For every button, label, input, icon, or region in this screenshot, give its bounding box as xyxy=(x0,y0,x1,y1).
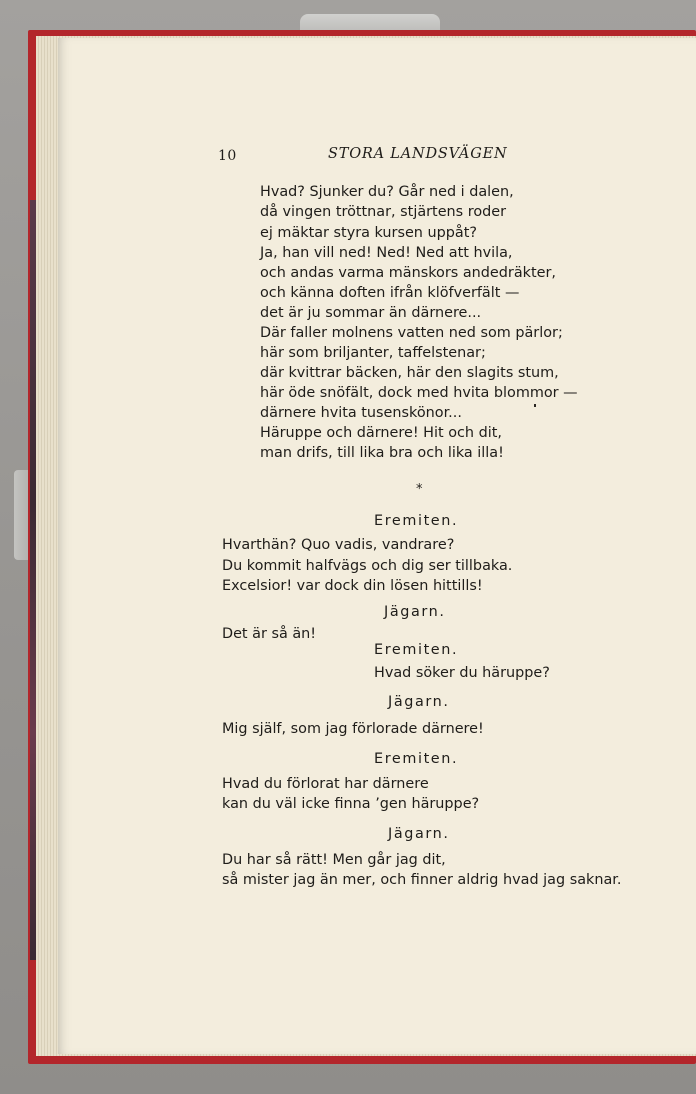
speaker-eremiten: Eremiten. xyxy=(374,642,459,658)
speaker-jagarn: Jägarn. xyxy=(388,826,450,842)
poem-line: Där faller molnens vatten ned som pärlor; xyxy=(260,325,563,341)
dialogue-line: så mister jag än mer, och finner aldrig hvad jag saknar. xyxy=(222,872,622,888)
speaker-eremiten: Eremiten. xyxy=(374,751,459,767)
poem-line: här som briljanter, taffelstenar; xyxy=(260,345,486,361)
poem-line: då vingen tröttnar, stjärtens roder xyxy=(260,204,507,220)
poem-line: man drifs, till lika bra och lika illa! xyxy=(260,445,504,461)
ink-speck xyxy=(534,404,536,407)
poem-line: Ja, han vill ned! Ned! Ned att hvila, xyxy=(260,245,513,261)
dialogue-line: Du kommit halfvägs och dig ser tillbaka. xyxy=(222,558,513,574)
poem-line: och andas varma mänskors andedräkter, xyxy=(260,265,556,281)
page-text xyxy=(58,38,696,1054)
poem-line: det är ju sommar än därnere... xyxy=(260,305,482,321)
poem-line: och känna doften ifrån klöfverfält — xyxy=(260,285,520,301)
page-number: 10 xyxy=(218,148,237,164)
dialogue-line: Hvarthän? Quo vadis, vandrare? xyxy=(222,537,455,553)
dialogue-line: Excelsior! var dock din lösen hittills! xyxy=(222,578,483,594)
section-separator: * xyxy=(416,482,423,497)
dialogue-line: Det är så än! xyxy=(222,626,317,642)
dialogue-line: Mig själf, som jag förlorade därnere! xyxy=(222,721,484,737)
running-title: STORA LANDSVÄGEN xyxy=(328,146,508,162)
poem-line: ej mäktar styra kursen uppåt? xyxy=(260,225,477,241)
speaker-jagarn: Jägarn. xyxy=(384,604,446,620)
speaker-jagarn: Jägarn. xyxy=(388,694,450,710)
poem-line: där kvittrar bäcken, här den slagits stum, xyxy=(260,365,559,381)
dialogue-line: Hvad söker du häruppe? xyxy=(374,665,550,681)
dialogue-line: kan du väl icke finna ’gen häruppe? xyxy=(222,796,480,812)
poem-line: Hvad? Sjunker du? Går ned i dalen, xyxy=(260,184,514,200)
dialogue-line: Hvad du förlorat har därnere xyxy=(222,776,429,792)
speaker-eremiten: Eremiten. xyxy=(374,513,459,529)
dialogue-line: Du har så rätt! Men går jag dit, xyxy=(222,852,446,868)
poem-line: Häruppe och därnere! Hit och dit, xyxy=(260,425,502,441)
poem-line: här öde snöfält, dock med hvita blommor — xyxy=(260,385,578,401)
book-page xyxy=(58,38,696,1054)
poem-line: därnere hvita tusenskönor... xyxy=(260,405,462,421)
